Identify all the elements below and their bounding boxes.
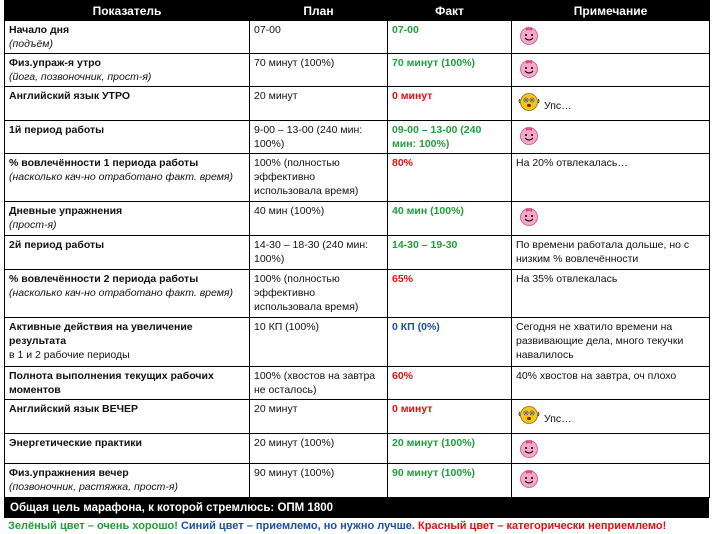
plan-cell: 14-30 – 18-30 (240 мин: 100%) (250, 236, 388, 270)
plan-cell: 20 минут (250, 400, 388, 434)
indicator-label: 2й период работы (9, 239, 105, 251)
indicator-sublabel: (прост-я) (9, 219, 57, 231)
plan-cell: 20 минут (100%) (250, 434, 388, 464)
smiley-pink-bow-icon (518, 124, 540, 146)
table-row (5, 154, 710, 202)
indicator-label: Дневные упражнения (9, 205, 123, 217)
smiley-pink-bow-icon (518, 467, 540, 489)
note-text: Упс… (544, 413, 572, 425)
note-cell (512, 270, 710, 318)
indicator-label: Начало дня (9, 24, 70, 36)
plan-cell: 20 минут (250, 87, 388, 121)
table-body (5, 21, 710, 498)
plan-cell: 9-00 – 13-00 (240 мин: 100%) (250, 121, 388, 154)
note-cell (512, 236, 710, 270)
indicator-sublabel: (подъём) (9, 38, 53, 50)
note-text: Сегодня не хватило времени на развивающие дела, много текучки навалилось (516, 321, 684, 361)
indicator-sublabel: (позвоночник, растяжка, прост-я) (9, 481, 179, 493)
note-text: По времени работала дольше, но с низким % вовлечённости (516, 239, 690, 265)
indicator-label: 1й период работы (9, 124, 105, 136)
marathon-goal: Общая цель марафона, к которой стремлюсь: ОПМ 1800 (4, 498, 709, 518)
table-row (5, 21, 710, 54)
plan-cell: 90 минут (100%) (250, 464, 388, 498)
indicator-sublabel: (насколько кач-но отработано факт. время) (9, 287, 234, 299)
indicator-label: Английский язык УТРО (9, 90, 131, 102)
note-text: На 20% отвлекалась… (516, 157, 628, 169)
fact-cell: 14-30 – 19-30 (388, 236, 512, 270)
indicator-cell (5, 434, 250, 464)
indicator-cell (5, 87, 250, 121)
smiley-pink-bow-icon (518, 437, 540, 459)
table-row (5, 54, 710, 87)
note-cell (512, 121, 710, 154)
indicator-cell (5, 21, 250, 54)
plan-cell: 100% (полностью эффективно использовала время) (250, 270, 388, 318)
indicator-cell (5, 270, 250, 318)
table-row (5, 464, 710, 498)
table-row (5, 236, 710, 270)
header-fact: Факт (388, 1, 512, 21)
smiley-pink-bow-icon (518, 205, 540, 227)
note-text: Упс… (544, 100, 572, 112)
table-row (5, 87, 710, 121)
header-note: Примечание (512, 1, 710, 21)
indicator-cell (5, 400, 250, 434)
table-row (5, 318, 710, 367)
fact-cell: 80% (388, 154, 512, 202)
fact-cell: 60% (388, 367, 512, 400)
table-row (5, 270, 710, 318)
legend-blue: Синий цвет – приемлемо, но нужно лучше. (180, 520, 415, 532)
indicator-cell (5, 464, 250, 498)
note-cell (512, 434, 710, 464)
indicator-label: Полнота выполнения текущих рабочих моментов (9, 370, 214, 396)
note-cell (512, 318, 710, 367)
note-cell (512, 87, 710, 121)
plan-cell: 10 КП (100%) (250, 318, 388, 367)
note-cell (512, 154, 710, 202)
note-text: На 35% отвлекалась (516, 273, 618, 285)
legend-red: Красный цвет – категорически неприемлемо! (418, 520, 667, 532)
plan-cell: 40 мин (100%) (250, 202, 388, 236)
note-cell (512, 21, 710, 54)
indicator-cell (5, 202, 250, 236)
fact-cell: 0 КП (0%) (388, 318, 512, 367)
indicator-label: Энергетические практики (9, 437, 142, 449)
report-container (4, 0, 709, 534)
indicator-label: Физ.упраж-я утро (9, 57, 101, 69)
fact-cell: 20 минут (100%) (388, 434, 512, 464)
fact-cell: 0 минут (388, 400, 512, 434)
indicator-cell (5, 54, 250, 87)
note-cell (512, 367, 710, 400)
indicator-sublabel: в 1 и 2 рабочие периоды (9, 349, 130, 361)
indicator-label: % вовлечённости 2 периода работы (9, 273, 199, 285)
note-cell (512, 202, 710, 236)
fact-cell: 90 минут (100%) (388, 464, 512, 498)
smiley-yellow-oops-icon (518, 403, 540, 425)
plan-cell: 100% (хвостов на завтра не осталось) (250, 367, 388, 400)
indicator-label: Английский язык ВЕЧЕР (9, 403, 138, 415)
color-legend (4, 518, 709, 534)
indicator-sublabel: (насколько кач-но отработано факт. время) (9, 171, 234, 183)
header-plan: План (250, 1, 388, 21)
fact-cell: 70 минут (100%) (388, 54, 512, 87)
fact-cell: 07-00 (388, 21, 512, 54)
fact-cell: 65% (388, 270, 512, 318)
smiley-pink-bow-icon (518, 24, 540, 46)
legend-green: Зелёный цвет – очень хорошо! (8, 520, 178, 532)
plan-cell: 07-00 (250, 21, 388, 54)
note-text: 40% хвостов на завтра, оч плохо (516, 370, 677, 382)
indicator-cell (5, 154, 250, 202)
progress-table (4, 0, 710, 498)
smiley-yellow-oops-icon (518, 90, 540, 112)
plan-cell: 100% (полностью эффективно использовала время) (250, 154, 388, 202)
indicator-cell (5, 318, 250, 367)
plan-cell: 70 минут (100%) (250, 54, 388, 87)
table-row (5, 121, 710, 154)
indicator-label: Физ.упражнения вечер (9, 467, 129, 479)
fact-cell: 40 мин (100%) (388, 202, 512, 236)
indicator-cell (5, 236, 250, 270)
indicator-sublabel: (йога, позвоночник, прост-я) (9, 71, 152, 83)
fact-cell: 09-00 – 13-00 (240 мин: 100%) (388, 121, 512, 154)
header-indicator: Показатель (5, 1, 250, 21)
table-row (5, 202, 710, 236)
table-row (5, 400, 710, 434)
table-header-row (5, 1, 710, 21)
note-cell (512, 54, 710, 87)
indicator-cell (5, 121, 250, 154)
table-row (5, 367, 710, 400)
smiley-pink-bow-icon (518, 57, 540, 79)
indicator-cell (5, 367, 250, 400)
indicator-label: Активные действия на увеличение результата (9, 321, 193, 347)
note-cell (512, 464, 710, 498)
indicator-label: % вовлечённости 1 периода работы (9, 157, 199, 169)
table-row (5, 434, 710, 464)
fact-cell: 0 минут (388, 87, 512, 121)
note-cell (512, 400, 710, 434)
